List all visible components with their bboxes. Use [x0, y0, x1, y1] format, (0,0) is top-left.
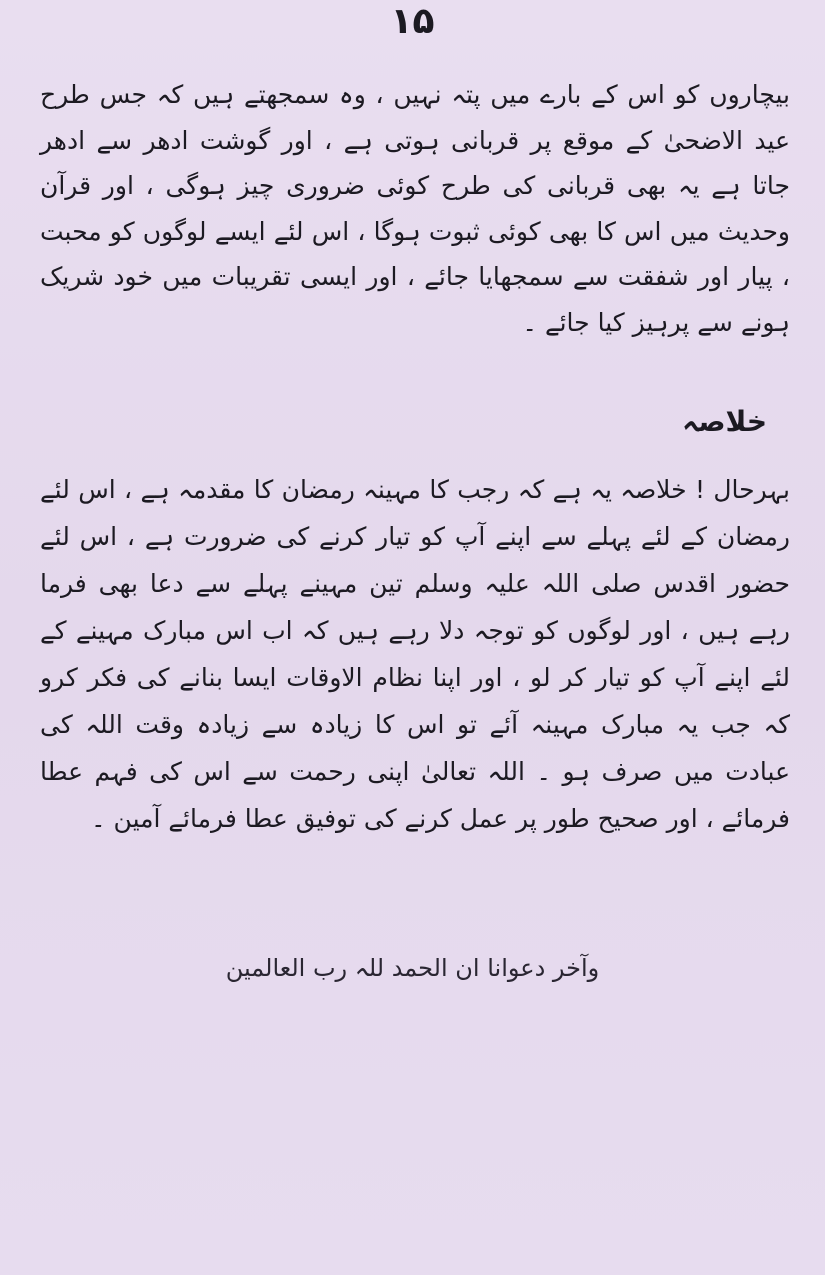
body-paragraph-1: بیچاروں کو اس کے بارے میں پتہ نہیں ، وہ سمجھتے ہیں کہ جس طرح عید الاضحیٰ کے موقع پر قربانی ہوتی ہے ، اور گوشت ادھر سے ادھر جاتا ہے یہ بھی قربانی کی طرح کوئی ضروری چیز ہوگی ، اور قرآن وحدیث میں اس کا بھی کوئی ثبوت ہوگا ، اس لئے ایسے لوگوں کو محبت ، پیار اور شفقت سے سمجھایا جائے ، اور ایسی تقریبات میں خود شریک ہونے سے پرہیز کیا جائے ۔ — [40, 80, 790, 337]
body-paragraph-2: بہرحال ! خلاصہ یہ ہے کہ رجب کا مہینہ رمضان کا مقدمہ ہے ، اس لئے رمضان کے لئے پہلے سے اپنے آپ کو تیار کرنے کی ضرورت ہے ، اس لئے حضور اقدس صلی اللہ علیہ وسلم تین مہینے پہلے سے دعا بھی فرما رہے ہیں ، اور لوگوں کو توجہ دلا رہے ہیں کہ اب اس مبارک مہینے کے لئے اپنے آپ کو تیار کر لو ، اور اپنا نظام الاوقات ایسا بنانے کی فکر کرو کہ جب یہ مبارک مہینہ آئے تو اس کا زیادہ سے زیادہ وقت اللہ کی عبادت میں صرف ہو ۔ اللہ تعالیٰ اپنی رحمت سے اس کی فہم عطا فرمائے ، اور صحیح طور پر عمل کرنے کی توفیق عطا فرمائے آمین ۔ — [40, 475, 790, 833]
closing-prayer: وآخر دعوانا ان الحمد للہ رب العالمین — [225, 954, 600, 982]
page-number: ۱۵ — [390, 1, 435, 42]
section-heading: خلاصہ — [682, 405, 767, 438]
